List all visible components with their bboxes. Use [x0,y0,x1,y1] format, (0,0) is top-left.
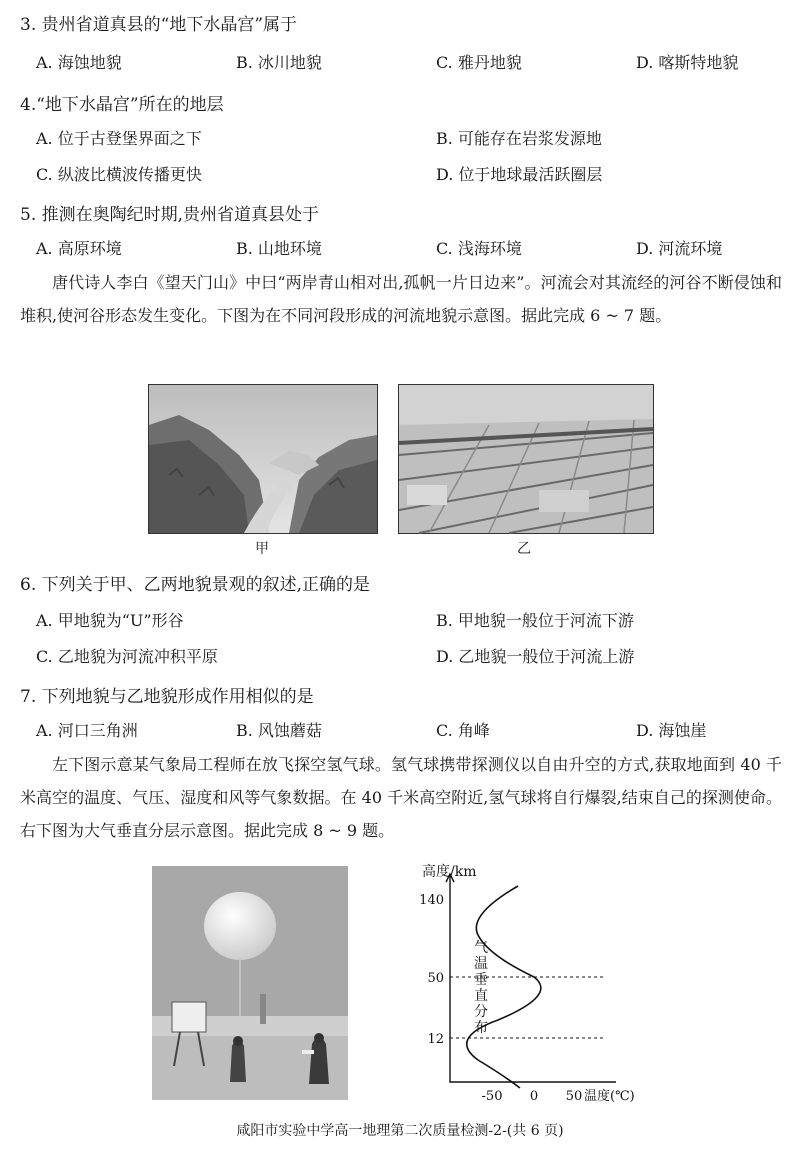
passage-weather-balloon: 左下图示意某气象局工程师在放飞探空氢气球。氢气球携带探测仪以自由升空的方式,获取地面到 40 千米高空的温度、气压、湿度和风等气象数据。在 40 千米高空附近,氢气球将自行爆裂,结束自己的探测使命。右下图为大气垂直分层示意图。据此完成 8 ~ 9 题。 [20,755,782,840]
q3-option-c: C. 雅丹地貌 [436,53,522,72]
photo-jia-gorge [148,384,378,534]
q6-option-b: B. 甲地貌一般位于河流下游 [436,611,634,630]
q5-stem: 5. 推测在奥陶纪时期,贵州省道真县处于 [20,205,320,225]
q5-option-d: D. 河流环境 [636,239,723,258]
xtick-0: 0 [529,1089,539,1104]
q5-option-b: B. 山地环境 [236,239,322,258]
photo-weather-balloon [152,866,348,1100]
chart-ylabel: 高度/km [422,864,477,880]
passage-river-landforms: 唐代诗人李白《望天门山》中曰“两岸青山相对出,孤帆一片日边来”。河流会对其流经的河谷不断侵蚀和堆积,使河谷形态发生变化。下图为在不同河段形成的河流地貌示意图。据此完成 6 ~ 7 题。 [20,273,782,325]
q7-option-d: D. 海蚀崖 [636,721,707,740]
q4-option-a: A. 位于古登堡界面之下 [36,129,202,148]
ytick-50: 50 [427,971,444,986]
q7-stem: 7. 下列地貌与乙地貌形成作用相似的是 [20,687,314,707]
q7-option-b: B. 风蚀蘑菇 [236,721,322,740]
q6-option-d: D. 乙地貌一般位于河流上游 [436,647,635,666]
curve-label-1: 气 [474,940,488,956]
q4-option-b: B. 可能存在岩浆发源地 [436,129,602,148]
q3-stem: 3. 贵州省道真县的“地下水晶宫”属于 [20,15,298,35]
q7-option-c: C. 角峰 [436,721,490,740]
curve-label-6: 布 [474,1020,488,1036]
page-footer: 咸阳市实验中学高一地理第二次质量检测-2-(共 6 页) [236,1123,564,1139]
q5-option-c: C. 浅海环境 [436,239,522,258]
ytick-12: 12 [427,1032,444,1047]
q4-option-d: D. 位于地球最活跃圈层 [436,165,603,184]
q3-option-a: A. 海蚀地貌 [36,53,122,72]
q6-stem: 6. 下列关于甲、乙两地貌景观的叙述,正确的是 [20,575,371,595]
chart-xlabel: 温度(℃) [584,1089,635,1104]
photo-yi-plain [398,384,654,534]
q3-option-d: D. 喀斯特地貌 [636,53,739,72]
caption-jia: 甲 [255,541,269,557]
q3-option-b: B. 冰川地貌 [236,53,322,72]
q7-option-a: A. 河口三角洲 [36,721,138,740]
q5-option-a: A. 高原环境 [36,239,122,258]
q6-option-c: C. 乙地貌为河流冲积平原 [36,647,218,666]
curve-label-2: 温 [474,956,488,972]
q4-option-c: C. 纵波比横波传播更快 [36,165,202,184]
curve-label-4: 直 [474,988,488,1004]
xtick-50: 50 [565,1089,583,1104]
curve-label-3: 垂 [474,972,488,988]
caption-yi: 乙 [517,541,531,557]
curve-label-5: 分 [474,1004,488,1020]
q4-stem: 4.“地下水晶宫”所在的地层 [20,95,224,115]
q6-option-a: A. 甲地貌为“U”形谷 [36,611,184,630]
ytick-140: 140 [419,893,444,908]
temperature-profile-chart [408,860,635,1110]
xtick-neg50: -50 [481,1089,503,1104]
